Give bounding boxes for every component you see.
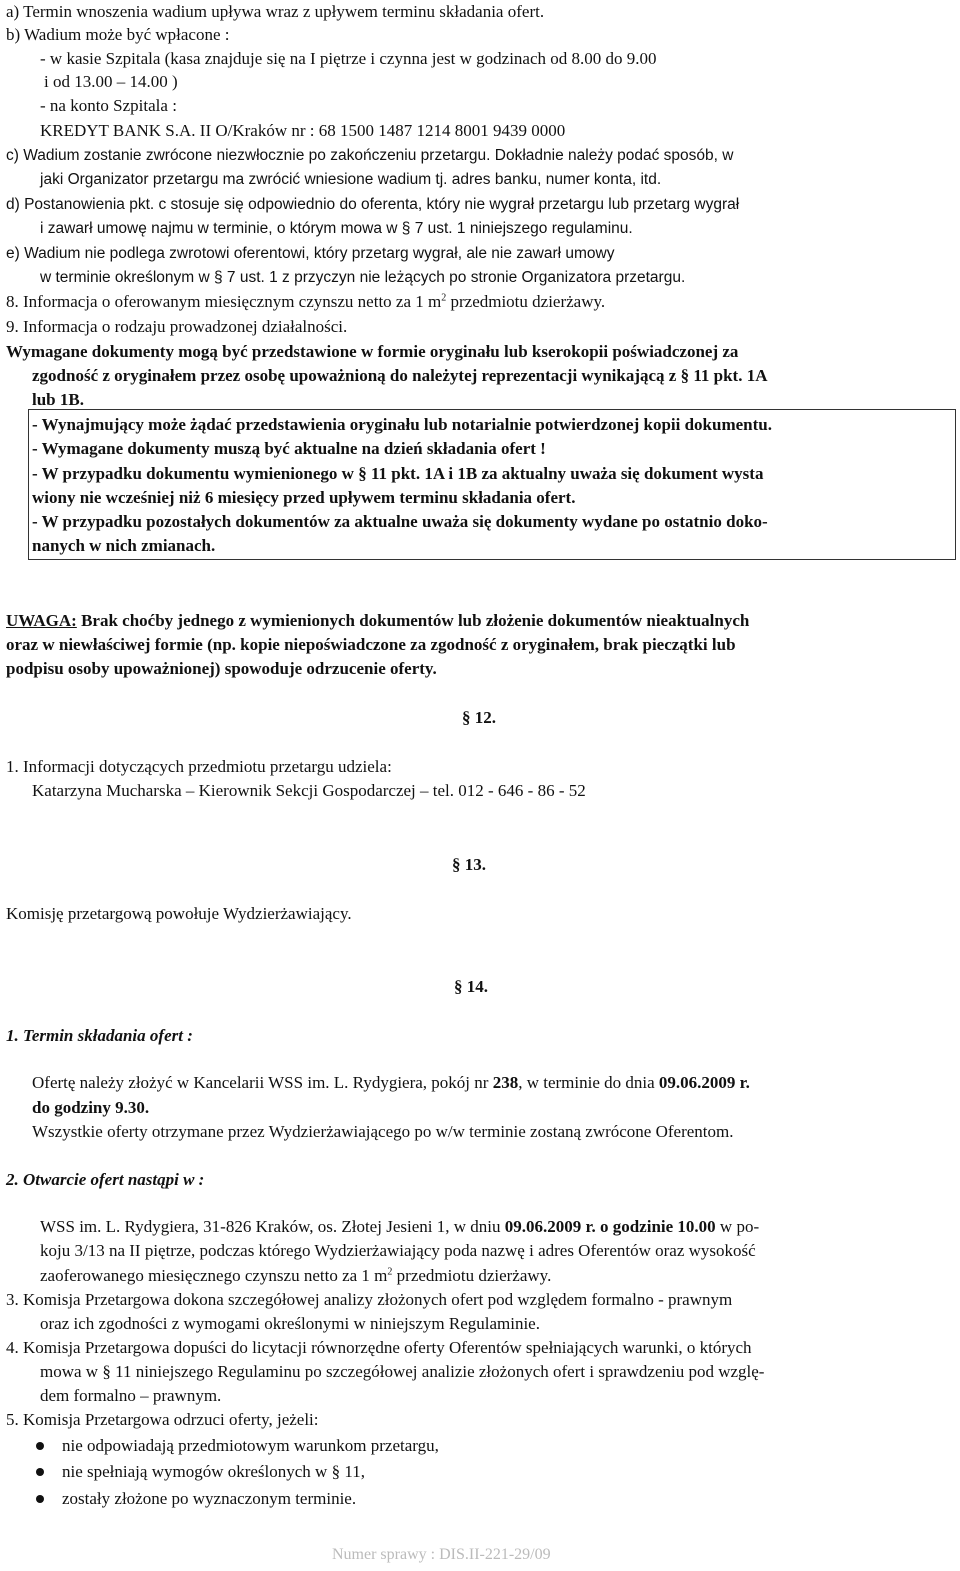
warning-label: UWAGA:	[6, 611, 77, 630]
rejection-reason-1: nie odpowiadają przedmiotowym warunkom przetargu,	[62, 1436, 439, 1455]
case-number-footer: Numer sprawy : DIS.II-221-29/09	[332, 1546, 551, 1563]
item-e: e) Wadium nie podlega zwrotowi oferentowi, który przetarg wygrał, ale nie zawarł umowy	[6, 245, 615, 262]
section-14-heading: § 14.	[454, 977, 488, 996]
warning-line-3: podpisu osoby upoważnionej) spowoduje odrzucenie oferty.	[6, 659, 437, 678]
bullet-1	[36, 1442, 44, 1450]
section-12-heading: § 12.	[462, 708, 496, 727]
bank-account: KREDYT BANK S.A. II O/Kraków nr : 68 1500 1487 1214 8001 9439 0000	[40, 121, 566, 140]
documents-note-cont: zgodność z oryginałem przez osobę upoważnioną do należytej reprezentacji wynikającą z § 11 pkt. 1A	[32, 366, 768, 385]
late-offers: Wszystkie oferty otrzymane przez Wydzierżawiającego po w/w terminie zostaną zwrócone Oferentom.	[32, 1122, 734, 1141]
opening-line-2: koju 3/13 na II piętrze, podczas którego Wydzierżawiający poda nazwę i adres Oferentów oraz wysokość	[40, 1241, 756, 1260]
offer-place: Ofertę należy złożyć w Kancelarii WSS im. L. Rydygiera, pokój nr 238, w terminie do dnia 09.06.2009 r.	[32, 1073, 750, 1092]
item-b-konto: - na konto Szpitala :	[40, 96, 177, 115]
item-4-end: dem formalno – prawnym.	[40, 1386, 222, 1405]
item-a: a) Termin wnoszenia wadium upływa wraz z upływem terminu składania ofert.	[6, 2, 545, 21]
item-4: 4. Komisja Przetargowa dopuści do licytacji równorzędne oferty Oferentów spełniających warunki, o których	[6, 1338, 752, 1357]
item-5: 5. Komisja Przetargowa odrzuci oferty, jeżeli:	[6, 1410, 319, 1429]
item-d-cont: i zawarł umowę najmu w terminie, o którym mowa w § 7 ust. 1 niniejszego regulaminu.	[40, 220, 633, 237]
item-3-cont: oraz ich zgodności z wymogami określonymi w niniejszym Regulaminie.	[40, 1314, 540, 1333]
item-e-cont: w terminie określonym w § 7 ust. 1 z przyczyn nie leżących po stronie Organizatora przetargu.	[40, 269, 686, 286]
item-3: 3. Komisja Przetargowa dokona szczegółowej analizy złożonych ofert pod względem formalno - prawnym	[6, 1290, 733, 1309]
warning-line-2: oraz w niewłaściwej formie (np. kopie niepoświadczone za zgodność z oryginałem, brak pieczątki lub	[6, 635, 736, 654]
item-8: 8. Informacja o oferowanym miesięcznym czynszu netto za 1 $m^2$ przedmiotu dzierżawy.	[6, 292, 606, 311]
item-9: 9. Informacja o rodzaju prowadzonej działalności.	[6, 317, 348, 336]
item-b-kasa: - w kasie Szpitala (kasa znajduje się na I piętrze i czynna jest w godzinach od 8.00 do 9.00	[40, 49, 657, 68]
section-13-p1: Komisję przetargową powołuje Wydzierżawiający.	[6, 904, 352, 923]
box-line-6: nanych w nich zmianach.	[32, 536, 216, 555]
rejection-reason-3: zostały złożone po wyznaczonym terminie.	[62, 1489, 357, 1508]
item-c-cont: jaki Organizator przetargu ma zwrócić wniesione wadium tj. adres banku, numer konta, itd.	[40, 171, 662, 188]
deadline-heading: 1. Termin składania ofert :	[6, 1026, 193, 1045]
item-b: b) Wadium może być wpłacone :	[6, 25, 230, 44]
warning-line-1: UWAGA: Brak choćby jednego z wymienionych dokumentów lub złożenie dokumentów nieaktualnych	[6, 611, 750, 630]
box-line-1: - Wynajmujący może żądać przedstawienia oryginału lub notarialnie potwierdzonej kopii dokumentu.	[32, 415, 772, 434]
opening-line-1: WSS im. L. Rydygiera, 31-826 Kraków, os. Złotej Jesieni 1, w dniu 09.06.2009 r. o godzinie 10.00 w po-	[40, 1217, 760, 1236]
box-line-3: - W przypadku dokumentu wymienionego w § 11 pkt. 1A i 1B za aktualny uważa się dokument wysta	[32, 464, 764, 483]
opening-line-3: zaoferowanego miesięcznego czynszu netto za 1 $m^2$ przedmiotu dzierżawy.	[40, 1266, 552, 1285]
bullet-2	[36, 1468, 44, 1476]
box-line-4: wiony nie wcześniej niż 6 miesięcy przed upływem terminu składania ofert.	[32, 488, 576, 507]
section-13-heading: § 13.	[452, 855, 486, 874]
item-c: c) Wadium zostanie zwrócone niezwłocznie po zakończeniu przetargu. Dokładnie należy podać sposób, w	[6, 147, 734, 164]
rejection-reason-2: nie spełniają wymogów określonych w § 11,	[62, 1462, 365, 1481]
bullet-3	[36, 1495, 44, 1503]
section-12-p1: 1. Informacji dotyczących przedmiotu przetargu udziela:	[6, 757, 392, 776]
documents-note-end: lub 1B.	[32, 390, 84, 409]
opening-heading: 2. Otwarcie ofert nastąpi w :	[6, 1170, 205, 1189]
documents-note: Wymagane dokumenty mogą być przedstawione w formie oryginału lub kserokopii poświadczonej za	[6, 342, 739, 361]
item-d: d) Postanowienia pkt. c stosuje się odpowiednio do oferenta, który nie wygrał przetargu lub przetarg wygrał	[6, 196, 740, 213]
section-12-contact: Katarzyna Mucharska – Kierownik Sekcji Gospodarczej – tel. 012 - 646 - 86 - 52	[32, 781, 586, 800]
box-line-5: - W przypadku pozostałych dokumentów za aktualne uważa się dokumenty wydane po ostatnio doko-	[32, 512, 768, 531]
offer-time: do godziny 9.30.	[32, 1098, 150, 1117]
item-4-cont: mowa w § 11 niniejszego Regulaminu po szczegółowej analizie złożonych ofert i sprawdzeniu pod wzglę-	[40, 1362, 765, 1381]
item-b-hours: i od 13.00 – 14.00 )	[44, 72, 178, 91]
box-line-2: - Wymagane dokumenty muszą być aktualne na dzień składania ofert !	[32, 439, 546, 458]
